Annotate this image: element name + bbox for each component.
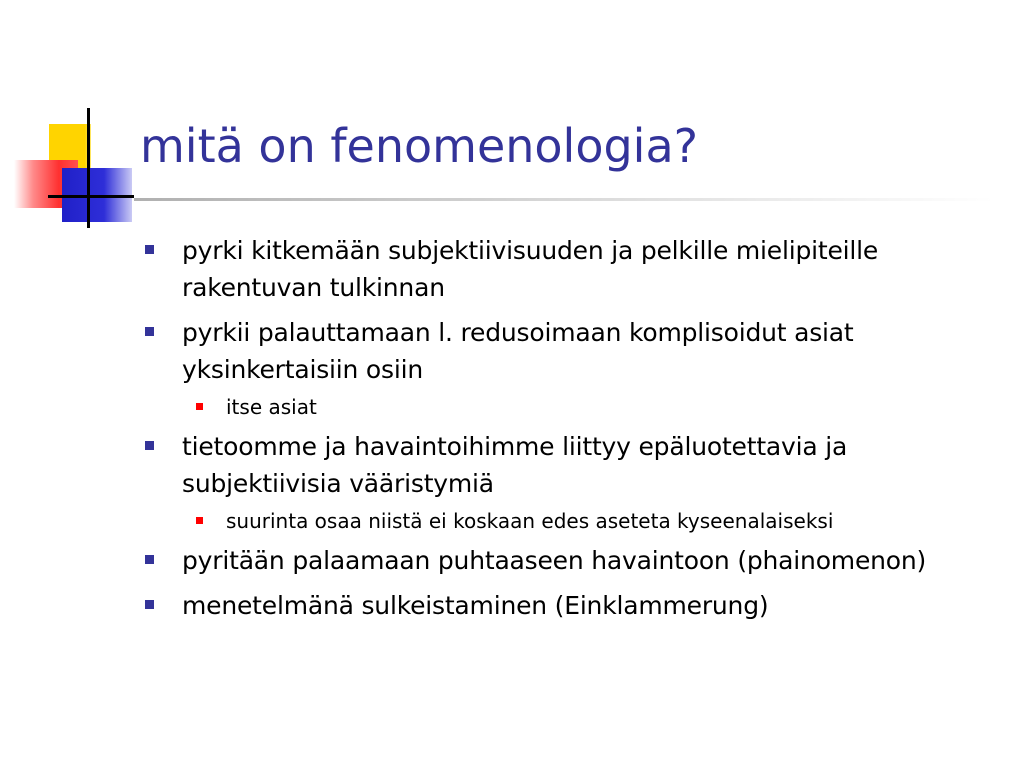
- small-square-bullet-icon: [196, 517, 203, 524]
- bullet-item: [144, 428, 1004, 502]
- sub-bullet-item: [144, 506, 1004, 536]
- square-bullet-icon: [145, 245, 154, 254]
- small-square-bullet-icon: [196, 403, 203, 410]
- bullet-text: tietoomme ja havaintoihimme liittyy epäluotettavia ja subjektiivisia vääristymiä: [182, 432, 848, 498]
- decorative-squares-graphic: [0, 0, 160, 240]
- bullet-list: [144, 232, 1004, 632]
- bullet-text: pyrkii palauttamaan l. redusoimaan komplisoidut asiat yksinkertaisiin osiin: [182, 318, 854, 384]
- bullet-item: [144, 542, 1004, 579]
- bullet-text: menetelmänä sulkeistaminen (Einklammerung): [182, 591, 769, 620]
- square-bullet-icon: [145, 600, 154, 609]
- bullet-item: [144, 314, 1004, 388]
- square-bullet-icon: [145, 441, 154, 450]
- sub-bullet-text: itse asiat: [226, 395, 317, 419]
- vertical-line-decoration: [87, 108, 90, 228]
- sub-bullet-item: [144, 392, 1004, 422]
- bullet-text: pyrki kitkemään subjektiivisuuden ja pelkille mielipiteille rakentuvan tulkinnan: [182, 236, 879, 302]
- bullet-item: [144, 587, 1004, 624]
- sub-bullet-text: suurinta osaa niistä ei koskaan edes aseteta kyseenalaiseksi: [226, 509, 834, 533]
- bullet-item: [144, 232, 1004, 306]
- square-bullet-icon: [145, 327, 154, 336]
- slide-title: mitä on fenomenologia?: [140, 119, 699, 173]
- title-underline-rule: [134, 198, 994, 201]
- bullet-text: pyritään palaamaan puhtaaseen havaintoon (phainomenon): [182, 546, 927, 575]
- square-bullet-icon: [145, 555, 154, 564]
- horizontal-line-decoration: [48, 195, 134, 198]
